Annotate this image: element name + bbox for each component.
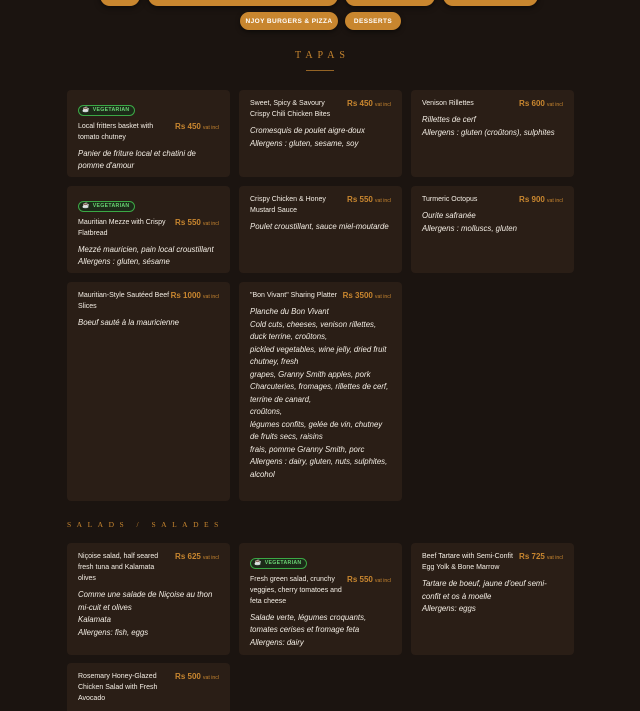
menu-item-card xyxy=(67,663,230,711)
vegetarian-badge xyxy=(78,105,135,116)
item-name: Local fritters basket with tomato chutney xyxy=(78,122,154,141)
vat-label: vat incl xyxy=(374,198,391,204)
section-title-salads: SALADS / SALADES xyxy=(67,520,224,529)
nav-pill-4[interactable] xyxy=(443,0,538,6)
leaf-icon: ☕ xyxy=(82,107,90,113)
item-price: Rs 3500 xyxy=(342,291,373,300)
description-line: Planche du Bon Vivant xyxy=(250,307,329,316)
vat-label: vat incl xyxy=(202,294,219,300)
vat-label: vat incl xyxy=(374,294,391,300)
item-price-block xyxy=(519,195,563,204)
vat-label: vat incl xyxy=(202,675,219,681)
description-line: Tartare de boeuf, jaune d'oeuf semi-confit et os à moelle xyxy=(422,579,547,601)
menu-item-card xyxy=(67,282,230,501)
item-price: Rs 725 xyxy=(519,552,545,561)
item-name: Rosemary Honey-Glazed Chicken Salad with Fresh Avocado xyxy=(78,673,158,702)
description-line: Kalamata xyxy=(78,615,111,624)
menu-item-card xyxy=(67,90,230,177)
menu-item-card xyxy=(67,186,230,273)
item-name: Beef Tartare with Semi-Confit Egg Yolk & Bone Marrow xyxy=(422,553,513,571)
description-line: Salade verte, légumes croquants, tomates cerises et fromage feta xyxy=(250,612,367,634)
item-price: Rs 900 xyxy=(519,195,545,204)
description-line: terrine de canard, xyxy=(250,394,312,404)
description-line: pickled vegetables, wine jelly, dried fruit chutney, fresh xyxy=(250,344,387,366)
item-description xyxy=(422,578,563,616)
item-name: Turmeric Octopus xyxy=(422,196,478,203)
vat-label: vat incl xyxy=(202,220,219,227)
item-price-block xyxy=(519,552,563,561)
menu-item-card xyxy=(411,90,574,177)
vat-label: vat incl xyxy=(546,102,563,108)
item-price: Rs 500 xyxy=(175,672,201,681)
description-line: légumes confits, gelée de vin, chutney xyxy=(250,419,383,429)
description-line: Charcuteries, fromages, rillettes de cerf, xyxy=(250,382,389,391)
item-price: Rs 1000 xyxy=(170,291,201,300)
item-name: Fresh green salad, crunchy veggies, cherry tomatoes and feta cheese xyxy=(250,575,342,605)
description-line: grapes, Granny Smith apples, pork xyxy=(250,369,371,379)
menu-item-card xyxy=(411,186,574,273)
nav-pill-3[interactable] xyxy=(345,0,435,6)
item-price-block xyxy=(347,575,391,584)
item-name: Mauritian Mezze with Crispy Flatbread xyxy=(78,218,166,237)
item-price-block xyxy=(519,99,563,108)
vat-label: vat incl xyxy=(202,124,219,131)
leaf-icon: ☕ xyxy=(82,203,90,209)
description-line: Allergens : gluten (croûtons), sulphites xyxy=(422,127,555,137)
item-price-block xyxy=(175,122,219,131)
description-line: Allergens : gluten, sésame xyxy=(78,257,170,266)
item-price-block xyxy=(347,195,391,204)
description-line: Panier de friture local et chatini de pomme d'amour xyxy=(78,148,196,170)
item-name: Sweet, Spicy & Savoury Crispy Chili Chicken Bites xyxy=(250,100,331,118)
vegetarian-badge xyxy=(78,201,135,212)
menu-item-card xyxy=(411,543,574,655)
vat-label: vat incl xyxy=(546,555,563,561)
nav-pill-2[interactable] xyxy=(148,0,338,6)
item-price-block xyxy=(343,291,391,300)
nav-pill-1[interactable] xyxy=(100,0,140,6)
vegetarian-label: VEGETARIAN xyxy=(92,203,130,209)
vat-label: vat incl xyxy=(374,577,391,584)
item-name: Crispy Chicken & Honey Mustard Sauce xyxy=(250,196,326,214)
secondary-nav xyxy=(0,12,640,32)
menu-item-card xyxy=(239,186,402,273)
item-description xyxy=(78,589,219,639)
item-price: Rs 550 xyxy=(175,217,201,227)
description-line: Allergens: eggs xyxy=(422,604,476,613)
item-price: Rs 550 xyxy=(347,195,373,204)
section-title-tapas: TAPAS xyxy=(295,50,350,61)
description-line: Boeuf sauté à la mauricienne xyxy=(78,318,179,327)
description-line: Allergens : gluten, sesame, soy xyxy=(250,138,359,148)
item-name: "Bon Vivant" Sharing Platter xyxy=(250,292,337,299)
description-line: de fruits secs, raisins xyxy=(250,432,323,441)
description-line: Poulet croustillant, sauce miel-moutarde xyxy=(250,222,389,231)
description-line: Allergens : molluscs, gluten xyxy=(422,223,517,233)
item-price: Rs 450 xyxy=(175,121,201,131)
menu-item-card xyxy=(239,90,402,177)
top-nav-row xyxy=(0,0,640,8)
item-name: Niçoise salad, half seared fresh tuna and Kalamata olives xyxy=(78,553,159,582)
item-name: Venison Rillettes xyxy=(422,100,474,107)
vegetarian-label: VEGETARIAN xyxy=(92,107,130,113)
description-line: Mezzé mauricien, pain local croustillant xyxy=(78,244,214,254)
item-price-block xyxy=(175,672,219,681)
item-description xyxy=(78,317,219,330)
description-line: Comme une salade de Niçoise au thon mi-cuit et olives xyxy=(78,590,213,612)
vat-label: vat incl xyxy=(374,102,391,108)
description-line: alcohol xyxy=(250,469,275,479)
vat-label: vat incl xyxy=(202,555,219,561)
description-line: duck terrine, croûtons, xyxy=(250,332,328,341)
item-price-block xyxy=(175,218,219,227)
item-description xyxy=(250,306,391,481)
item-description xyxy=(78,244,219,269)
description-line: Allergens: fish, eggs xyxy=(78,627,149,637)
item-description xyxy=(250,612,391,650)
item-name: Mauritian-Style Sautéed Beef Slices xyxy=(78,292,170,310)
description-line: frais, pomme Granny Smith, porc xyxy=(250,444,365,454)
nav-desserts-button[interactable]: DESSERTS xyxy=(345,12,401,30)
item-price: Rs 625 xyxy=(175,552,201,561)
description-line: Cold cuts, cheeses, venison rillettes, xyxy=(250,319,377,329)
item-price: Rs 600 xyxy=(519,99,545,108)
description-line: croûtons, xyxy=(250,407,283,416)
description-line: Allergens : dairy, gluten, nuts, sulphites, xyxy=(250,457,388,466)
item-price-block xyxy=(175,552,219,561)
description-line: Allergens: dairy xyxy=(250,637,304,647)
item-description xyxy=(78,148,219,173)
leaf-icon: ☕ xyxy=(254,560,262,566)
vat-label: vat incl xyxy=(546,198,563,204)
item-description xyxy=(422,210,563,235)
item-price: Rs 550 xyxy=(347,574,373,584)
description-line: Cromesquis de poulet aigre-doux xyxy=(250,126,365,135)
menu-item-card xyxy=(239,543,402,655)
section-underline xyxy=(306,70,334,71)
description-line: Rillettes de cerf xyxy=(422,115,476,124)
vegetarian-badge xyxy=(250,558,307,569)
item-price-block xyxy=(347,99,391,108)
item-description xyxy=(250,125,391,150)
item-price: Rs 450 xyxy=(347,99,373,108)
nav-burgers-pizza-button[interactable]: NJOY BURGERS & PIZZA xyxy=(240,12,338,30)
item-price-block xyxy=(171,291,219,300)
menu-item-card xyxy=(239,282,402,501)
vegetarian-label: VEGETARIAN xyxy=(264,560,302,566)
item-description xyxy=(250,221,391,234)
menu-item-card xyxy=(67,543,230,655)
item-description xyxy=(422,114,563,139)
description-line: Ourite safranée xyxy=(422,211,476,220)
